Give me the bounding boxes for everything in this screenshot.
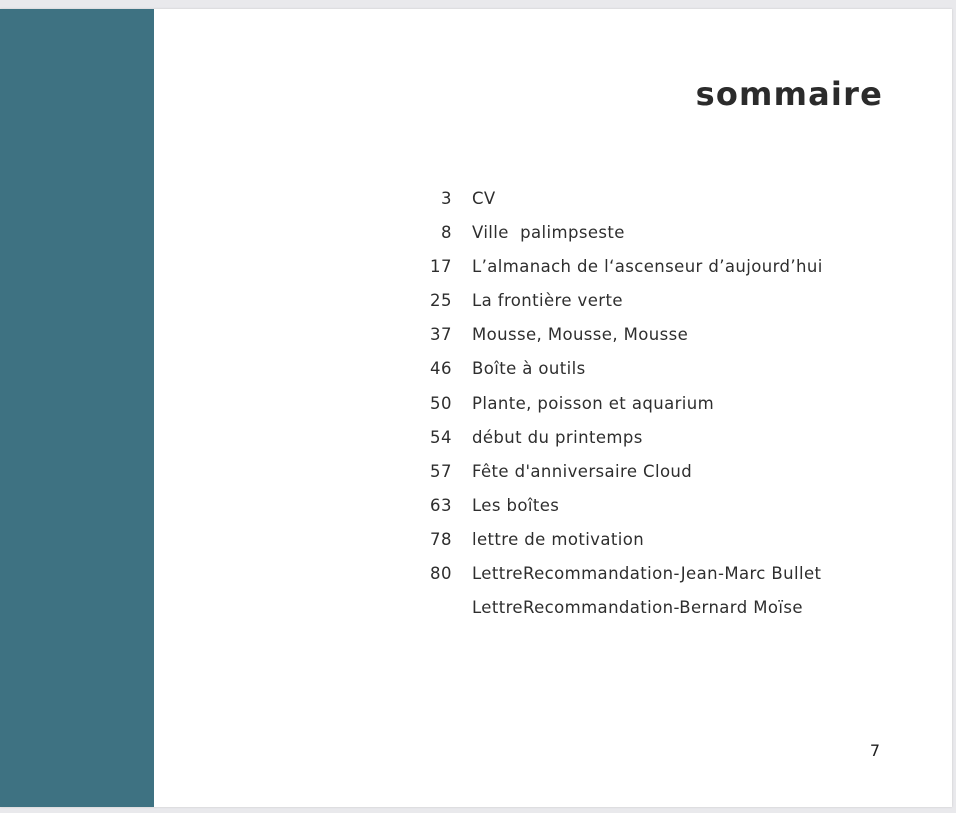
toc-entry[interactable] <box>400 223 870 257</box>
toc-page-number: 80 <box>430 564 452 584</box>
toc-page-number: 3 <box>441 189 452 208</box>
toc-entry[interactable] <box>400 564 870 598</box>
toc-page-number: 78 <box>430 529 452 549</box>
toc-page-number: 17 <box>430 257 452 277</box>
table-of-contents <box>400 189 870 632</box>
toc-entry-label: Mousse, Mousse, Mousse <box>472 325 689 345</box>
toc-entry-label: Boîte à outils <box>472 359 586 379</box>
toc-entry[interactable] <box>400 325 870 359</box>
toc-entry-label: L’almanach de l‘ascenseur d’aujourd’hui <box>472 257 823 277</box>
toc-page-number: 54 <box>430 427 452 447</box>
toc-page-number: 63 <box>430 495 452 515</box>
toc-entry-label: début du printemps <box>472 427 643 447</box>
toc-entry[interactable] <box>400 496 870 530</box>
toc-page-number: 25 <box>430 291 452 311</box>
toc-page-number: 46 <box>430 359 452 379</box>
toc-page-number: 8 <box>441 223 452 243</box>
toc-page-number: 50 <box>430 393 452 413</box>
side-color-band <box>0 9 154 807</box>
toc-entry-label: LettreRecommandation-Jean-Marc Bullet <box>472 564 822 584</box>
page-number: 7 <box>869 741 880 760</box>
toc-entry-label: Ville palimpseste <box>472 223 625 243</box>
toc-entry-label: Fête d'anniversaire Cloud <box>472 461 693 481</box>
toc-entry-label: Plante, poisson et aquarium <box>472 393 715 413</box>
toc-page-number: 57 <box>430 461 452 481</box>
toc-entry-label: lettre de motivation <box>472 529 645 549</box>
toc-entry-label: Les boîtes <box>472 495 560 515</box>
toc-entry[interactable] <box>400 257 870 291</box>
toc-entry-label: LettreRecommandation-Bernard Moïse <box>472 598 803 618</box>
document-page <box>0 9 952 807</box>
toc-entry[interactable] <box>400 530 870 564</box>
toc-entry[interactable] <box>400 291 870 325</box>
toc-entry[interactable] <box>400 359 870 393</box>
toc-entry[interactable] <box>400 462 870 496</box>
toc-entry[interactable] <box>400 189 870 223</box>
toc-page-number: 37 <box>430 325 452 345</box>
toc-entry-label: La frontière verte <box>472 291 623 311</box>
toc-entry-label: CV <box>472 189 496 208</box>
page-title: sommaire <box>695 75 883 113</box>
toc-entry[interactable] <box>400 394 870 428</box>
toc-entry[interactable] <box>400 428 870 462</box>
toc-entry[interactable] <box>400 598 870 632</box>
